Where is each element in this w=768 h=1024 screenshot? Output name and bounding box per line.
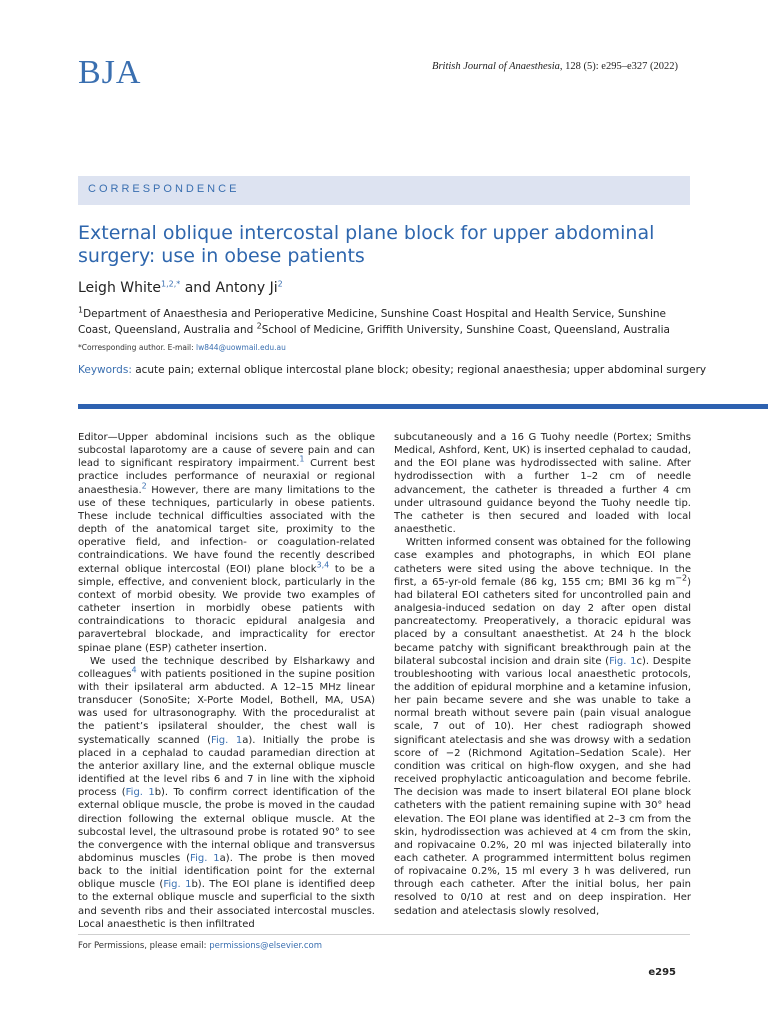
- author-affiliation-marker[interactable]: 1,2,*: [160, 279, 181, 289]
- figure-link[interactable]: Fig. 1: [190, 853, 220, 864]
- corresponding-author: [78, 343, 286, 352]
- keywords-text: acute pain; external oblique intercostal plane block; obesity; regional anaesthesia; upper abdominal surgery: [131, 364, 707, 376]
- figure-link[interactable]: Fig. 1: [163, 879, 192, 891]
- superscript: −2: [675, 573, 688, 583]
- corresponding-label: *Corresponding author. E-mail:: [78, 343, 197, 352]
- citation: [432, 61, 678, 72]
- body-text: However, there are many limitations to the use of these techniques, particularly in obese patients. These include technical difficulties associated with the depth of the anatomical target site, proximity to the operative field, and infection- or coagulation-related contraindications. We have found the recently described external oblique intercostal (EOI) plane block: [78, 484, 375, 575]
- body-text: Editor—Upper abdominal incisions such as the oblique subcostal laparotomy are a cause of severe pain and can lead to significant respiratory impairment.: [78, 432, 375, 470]
- section-banner: [78, 176, 690, 205]
- figure-link[interactable]: Fig. 1: [609, 655, 637, 667]
- author-name: Antony Ji: [215, 280, 278, 296]
- body-text: Current best practice includes performance of neuraxial or regional anaesthesia.: [78, 458, 376, 496]
- body-column-right: [394, 431, 691, 918]
- affiliation-text: Department of Anaesthesia and Perioperative Medicine, Sunshine Coast Hospital and Health Service, Sunshine Coast, Queensland, Australia and: [78, 308, 666, 336]
- affiliation-marker: 1: [78, 305, 84, 315]
- author-line: [78, 280, 283, 296]
- citation-details: , 128 (5): e295–e327 (2022): [559, 61, 678, 72]
- journal-name: British Journal of Anaesthesia: [432, 61, 560, 72]
- affiliation-text: School of Medicine, Griffith University, Sunshine Coast, Queensland, Australia: [261, 324, 670, 336]
- body-paragraph: subcutaneously and a 16 G Tuohy needle (Portex; Smiths Medical, Ashford, Kent, UK) is inserted cephalad to caudad, and the EOI plane was hydrodissected with saline. After hydrodissection with a further 1–2 cm of needle advancement, the catheter is threaded a further 4 cm under ultrasound guidance beyond the Tuohy needle tip. The catheter is then secured and loaded with local anaesthetic.: [394, 432, 691, 536]
- body-text: b). The EOI plane is identified deep to the external oblique muscle and superficial to the sixth and seventh ribs and their associated intercostal muscles. Local anaesthetic is then infiltrated: [78, 879, 375, 930]
- body-text: a). Initially the probe is placed in a cephalad to caudad paramedian direction at the anterior axillary line, and the external oblique muscle identified at the level ribs 6 and 7 in line with the xiphoid process (: [78, 734, 376, 799]
- author-name: Leigh White: [78, 280, 161, 296]
- author-conjunction: and: [180, 280, 216, 296]
- reference-link[interactable]: 3,4: [316, 560, 330, 570]
- reference-link[interactable]: 2: [141, 481, 147, 491]
- author-affiliation-marker[interactable]: 2: [277, 279, 283, 289]
- reference-link[interactable]: 4: [131, 665, 137, 675]
- body-text: to be a simple, effective, and convenient block, particularly in the context of morbid obesity. We provide two examples of catheter insertion in morbidly obese patients with contraindications to thoracic epidural analgesia and paravertebral blockade, and impracticality for erector spinae plane (ESP) catheter insertion.: [78, 563, 375, 654]
- body-column-left: [78, 431, 375, 931]
- body-text: Written informed consent was obtained for the following case examples and photographs, in which EOI plane catheters were sited using the above technique. In the first, a 65-yr-old female (86 kg, 155 cm; BMI 36 kg m: [394, 537, 691, 588]
- body-text: a). The probe is then moved back to the initial identification point for the external oblique muscle (: [78, 853, 375, 891]
- footer-divider: [78, 934, 690, 935]
- body-text: c). Despite troubleshooting with various local anaesthetic protocols, the addition of epidural morphine and a ketamine infusion, her pain became severe and she was unable to take a normal breath without severe pain (pain visual analogue scale, 7 out of 10). Her chest radiograph showed significant atelectasis and she was drowsy with a sedation score of −2 (Richmond Agitation–Sedation Scale). Her condition was critical on high-flow oxygen, and she had received prophylactic anticoagulation and become febrile. The decision was made to insert bilateral EOI plane block catheters with the patient remaining supine with 30° head elevation. The EOI plane was identified at 2–3 cm from the skin, hydrodissection was achieved at 4 cm from the skin, and ropivacaine 0.2%, 20 ml was injected bilaterally into each catheter. A programmed intermittent bolus regimen of ropivacaine 0.2%, 15 ml every 3 h was delivered, run through each catheter. After the initial bolus, her pain resolved to 0/10 at rest and on deep inspiration. Her sedation and atelectasis slowly resolved,: [394, 655, 691, 917]
- keywords: [78, 364, 718, 376]
- affiliation-marker: 2: [256, 321, 262, 331]
- header-divider: [78, 404, 768, 409]
- reference-link[interactable]: 1: [299, 454, 305, 464]
- body-text: with patients positioned in the supine position with their ipsilateral arm abducted. A 12–15 MHz linear transducer (SonoSite; X-Porte Model, Bothell, MA, USA) was used for ultrasonography. With the proceduralist at the patient’s ipsilateral shoulder, the chest wall is systematically scanned (: [78, 668, 375, 746]
- figure-link[interactable]: Fig. 1: [211, 734, 243, 746]
- affiliations: [78, 306, 690, 338]
- permissions-label: For Permissions, please email:: [78, 941, 210, 951]
- body-paragraph: [78, 431, 375, 655]
- journal-logo: BJA: [78, 54, 142, 91]
- body-paragraph: [78, 655, 375, 931]
- figure-link[interactable]: Fig. 1: [125, 787, 155, 799]
- body-text: b). To confirm correct identification of the external oblique muscle, the probe is moved in the caudad direction following the external oblique muscle. At the subcostal level, the ultrasound probe is rotated 90° to see the convergence with the internal oblique and transversus abdominus muscles (: [78, 787, 375, 864]
- permissions-footer: [78, 941, 322, 951]
- keywords-label: Keywords:: [78, 364, 132, 376]
- body-text: ) had bilateral EOI catheters sited for uncontrolled pain and analgesia-induced sedation on day 2 after open distal pancreatectomy. Preoperatively, a thoracic epidural was placed by a consultant anaesthetist. At 24 h the block became patchy with significant breakthrough pain at the bilateral subcostal incision and drain site (: [394, 576, 691, 667]
- section-banner-label: CORRESPONDENCE: [88, 183, 240, 195]
- permissions-email-link[interactable]: permissions@elsevier.com: [209, 941, 323, 951]
- page-number: e295: [648, 967, 676, 978]
- article-title: External oblique intercostal plane block for upper abdominal surgery: use in obese patients: [78, 222, 655, 267]
- corresponding-email-link[interactable]: lw844@uowmail.edu.au: [196, 343, 286, 352]
- body-text: We used the technique described by Elsharkawy and colleagues: [78, 655, 375, 680]
- body-paragraph: [394, 536, 691, 918]
